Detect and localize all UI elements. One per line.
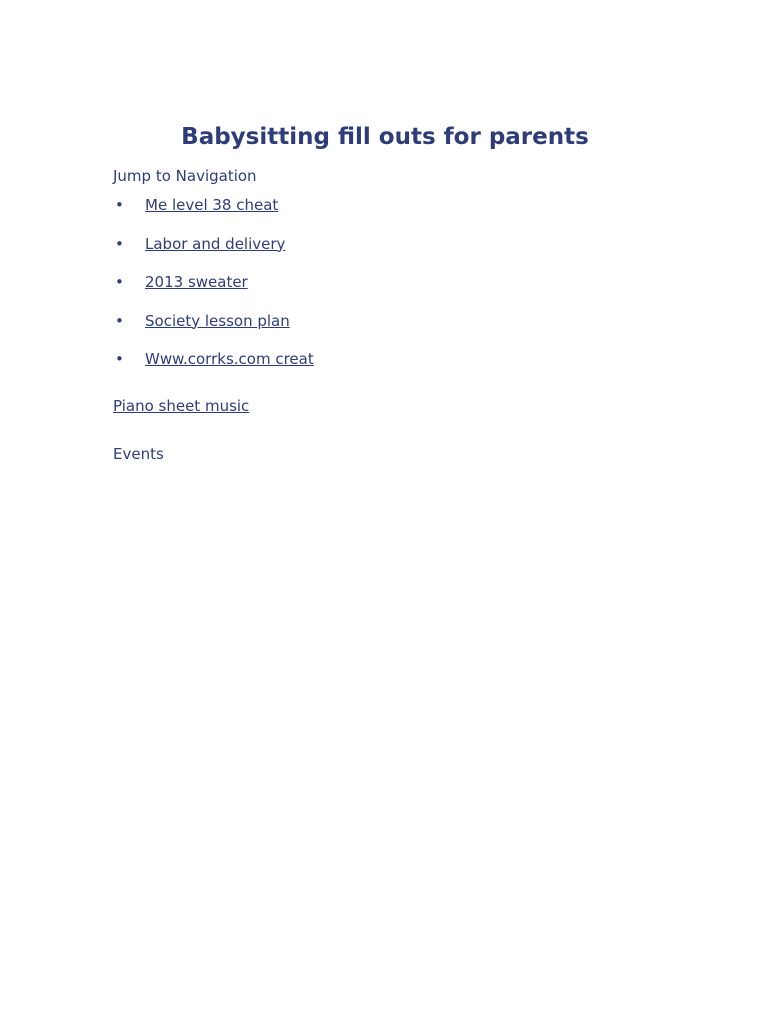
navigation-list [113, 195, 314, 388]
nav-link-corrks-creat[interactable]: Www.corrks.com creat [145, 350, 314, 368]
list-item [113, 272, 314, 311]
bullet-icon: • [115, 196, 124, 214]
bullet-icon: • [115, 311, 124, 330]
list-item [113, 349, 314, 388]
page-title: Babysitting fill outs for parents [181, 124, 589, 150]
nav-link-me-level-38-cheat[interactable]: Me level 38 cheat [145, 196, 279, 214]
list-item [113, 195, 314, 234]
jump-to-navigation-text: Jump to Navigation [113, 167, 257, 185]
nav-link-labor-and-delivery[interactable]: Labor and delivery [145, 234, 286, 253]
events-text: Events [113, 445, 164, 463]
nav-link-2013-sweater[interactable]: 2013 sweater [145, 273, 248, 291]
bullet-icon: • [115, 234, 124, 253]
piano-sheet-music-link[interactable]: Piano sheet music [113, 397, 250, 415]
list-item [113, 311, 314, 350]
list-item [113, 234, 314, 273]
nav-link-society-lesson-plan[interactable]: Society lesson plan [145, 311, 290, 330]
bullet-icon: • [115, 273, 124, 291]
bullet-icon: • [115, 350, 124, 368]
piano-sheet-music-paragraph [113, 396, 249, 416]
